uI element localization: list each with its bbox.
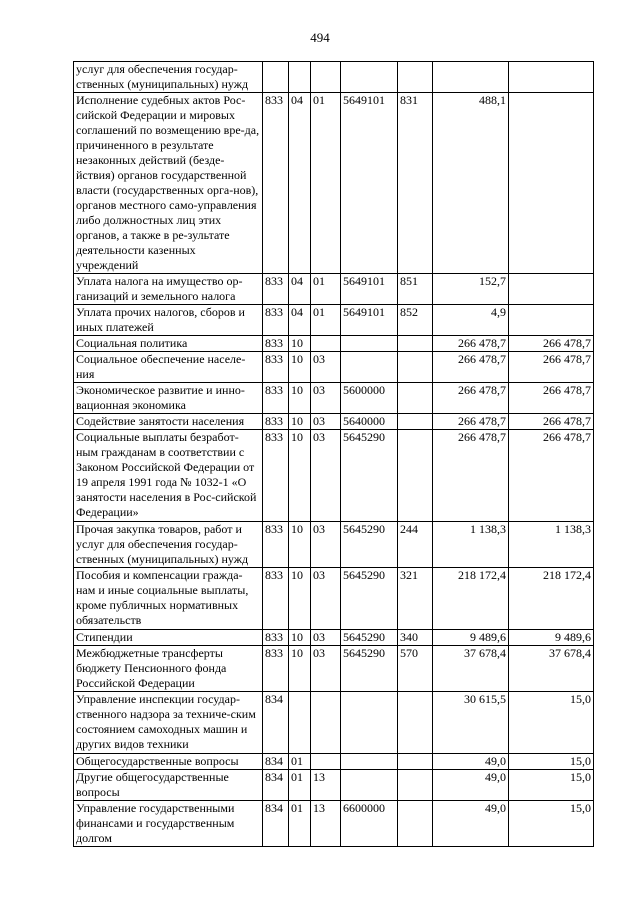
- row-amount-1: 49,0: [433, 801, 509, 847]
- table-row: [74, 568, 594, 630]
- row-expense-type: [398, 692, 433, 754]
- row-subsection-code: 03: [311, 414, 341, 430]
- row-amount-2: 218 172,4: [509, 568, 594, 630]
- row-name: Управление государственными финансами и государственным долгом: [74, 801, 263, 847]
- row-amount-2: [509, 274, 594, 305]
- row-amount-1: 152,7: [433, 274, 509, 305]
- row-expense-type: [398, 414, 433, 430]
- row-name: Социальная политика: [74, 336, 263, 352]
- row-name: Исполнение судебных актов Рос-сийской Федерации и мировых соглашений по возмещению вре-да, причиненного в результате незаконных действий (безде-йствия) органов государственной власти (государственных орга-нов), органов местного само-управления либо должностных лиц этих органов, а также в ре-зультате деятельности казенных учреждений: [74, 93, 263, 274]
- row-section-code: 01: [289, 770, 311, 801]
- row-subsection-code: 13: [311, 770, 341, 801]
- row-name: Содействие занятости населения: [74, 414, 263, 430]
- row-section-code: [289, 692, 311, 754]
- row-target-code: 5645290: [341, 430, 398, 522]
- row-expense-type: [398, 770, 433, 801]
- row-name: Общегосударственные вопросы: [74, 754, 263, 770]
- row-ved-code: 833: [263, 568, 289, 630]
- row-target-code: [341, 754, 398, 770]
- row-name: Управление инспекции государ-ственного надзора за техниче-ским состоянием самоходных машин и других видов техники: [74, 692, 263, 754]
- row-target-code: [341, 692, 398, 754]
- row-ved-code: 833: [263, 646, 289, 692]
- row-name: Социальное обеспечение населе-ния: [74, 352, 263, 383]
- row-ved-code: 834: [263, 770, 289, 801]
- row-ved-code: 833: [263, 430, 289, 522]
- row-expense-type: 851: [398, 274, 433, 305]
- row-name: Уплата налога на имущество ор-ганизаций и земельного налога: [74, 274, 263, 305]
- row-name: услуг для обеспечения государ-ственных (муниципальных) нужд: [74, 62, 263, 93]
- row-subsection-code: 01: [311, 274, 341, 305]
- row-subsection-code: [311, 336, 341, 352]
- table-row: [74, 274, 594, 305]
- row-target-code: 5645290: [341, 630, 398, 646]
- row-target-code: [341, 62, 398, 93]
- row-ved-code: 834: [263, 692, 289, 754]
- row-section-code: 10: [289, 336, 311, 352]
- row-section-code: 10: [289, 646, 311, 692]
- row-name: Другие общегосударственные вопросы: [74, 770, 263, 801]
- row-amount-1: 266 478,7: [433, 430, 509, 522]
- row-name: Межбюджетные трансферты бюджету Пенсионного фонда Российской Федерации: [74, 646, 263, 692]
- row-section-code: 10: [289, 414, 311, 430]
- row-target-code: 5645290: [341, 568, 398, 630]
- budget-table: [73, 61, 594, 847]
- row-subsection-code: 03: [311, 568, 341, 630]
- row-target-code: 5645290: [341, 646, 398, 692]
- row-name: Пособия и компенсации гражда-нам и иные социальные выплаты, кроме публичных нормативных обязательств: [74, 568, 263, 630]
- row-subsection-code: 03: [311, 630, 341, 646]
- row-ved-code: 833: [263, 414, 289, 430]
- row-amount-2: 15,0: [509, 692, 594, 754]
- row-amount-1: 266 478,7: [433, 352, 509, 383]
- row-ved-code: 833: [263, 352, 289, 383]
- row-target-code: 5649101: [341, 305, 398, 336]
- row-amount-2: 266 478,7: [509, 430, 594, 522]
- row-expense-type: 831: [398, 93, 433, 274]
- row-ved-code: 833: [263, 630, 289, 646]
- row-ved-code: 833: [263, 305, 289, 336]
- row-target-code: 5649101: [341, 274, 398, 305]
- row-expense-type: [398, 801, 433, 847]
- row-target-code: 5640000: [341, 414, 398, 430]
- row-amount-2: [509, 62, 594, 93]
- row-amount-1: 30 615,5: [433, 692, 509, 754]
- row-subsection-code: 13: [311, 801, 341, 847]
- row-target-code: [341, 770, 398, 801]
- row-section-code: 10: [289, 522, 311, 568]
- table-row: [74, 646, 594, 692]
- row-ved-code: 834: [263, 801, 289, 847]
- row-amount-2: [509, 305, 594, 336]
- row-subsection-code: 03: [311, 646, 341, 692]
- row-subsection-code: 01: [311, 305, 341, 336]
- row-expense-type: [398, 430, 433, 522]
- row-ved-code: 833: [263, 274, 289, 305]
- table-row: [74, 754, 594, 770]
- row-amount-1: 37 678,4: [433, 646, 509, 692]
- row-name: Экономическое развитие и инно-вационная экономика: [74, 383, 263, 414]
- table-row: [74, 336, 594, 352]
- row-amount-2: 15,0: [509, 754, 594, 770]
- row-section-code: 10: [289, 383, 311, 414]
- row-amount-1: 1 138,3: [433, 522, 509, 568]
- row-subsection-code: [311, 62, 341, 93]
- row-name: Стипендии: [74, 630, 263, 646]
- row-amount-2: 1 138,3: [509, 522, 594, 568]
- row-name: Социальные выплаты безработ-ным гражданам в соответствии с Законом Российской Федерации от 19 апреля 1991 года № 1032-1 «О занятости населения в Рос-сийской Федерации»: [74, 430, 263, 522]
- row-ved-code: 833: [263, 336, 289, 352]
- row-ved-code: 833: [263, 383, 289, 414]
- row-amount-1: 49,0: [433, 754, 509, 770]
- row-amount-2: [509, 93, 594, 274]
- row-target-code: 5600000: [341, 383, 398, 414]
- row-section-code: 01: [289, 801, 311, 847]
- row-amount-2: 37 678,4: [509, 646, 594, 692]
- row-section-code: 10: [289, 568, 311, 630]
- row-amount-1: 488,1: [433, 93, 509, 274]
- row-expense-type: 570: [398, 646, 433, 692]
- row-target-code: [341, 336, 398, 352]
- table-row: [74, 62, 594, 93]
- row-subsection-code: 01: [311, 93, 341, 274]
- table-row: [74, 630, 594, 646]
- row-amount-1: 49,0: [433, 770, 509, 801]
- row-amount-2: 9 489,6: [509, 630, 594, 646]
- row-section-code: [289, 62, 311, 93]
- row-expense-type: [398, 62, 433, 93]
- row-target-code: 5645290: [341, 522, 398, 568]
- row-amount-1: 4,9: [433, 305, 509, 336]
- row-amount-2: 266 478,7: [509, 352, 594, 383]
- table-row: [74, 305, 594, 336]
- row-amount-1: 266 478,7: [433, 414, 509, 430]
- row-section-code: 10: [289, 630, 311, 646]
- row-name: Прочая закупка товаров, работ и услуг для обеспечения государ-ственных (муниципальных) нужд: [74, 522, 263, 568]
- row-ved-code: [263, 62, 289, 93]
- row-ved-code: 833: [263, 522, 289, 568]
- row-subsection-code: [311, 754, 341, 770]
- row-subsection-code: 03: [311, 522, 341, 568]
- row-amount-1: [433, 62, 509, 93]
- row-subsection-code: 03: [311, 430, 341, 522]
- row-ved-code: 834: [263, 754, 289, 770]
- row-subsection-code: [311, 692, 341, 754]
- row-expense-type: [398, 754, 433, 770]
- row-section-code: 04: [289, 93, 311, 274]
- row-amount-2: 266 478,7: [509, 414, 594, 430]
- row-amount-1: 218 172,4: [433, 568, 509, 630]
- row-subsection-code: 03: [311, 383, 341, 414]
- row-amount-2: 266 478,7: [509, 336, 594, 352]
- table-row: [74, 383, 594, 414]
- row-section-code: 04: [289, 305, 311, 336]
- page-number: 494: [310, 30, 330, 45]
- row-target-code: 5649101: [341, 93, 398, 274]
- row-expense-type: [398, 352, 433, 383]
- table-row: [74, 692, 594, 754]
- row-expense-type: 852: [398, 305, 433, 336]
- row-ved-code: 833: [263, 93, 289, 274]
- table-row: [74, 770, 594, 801]
- row-expense-type: [398, 383, 433, 414]
- row-amount-1: 266 478,7: [433, 383, 509, 414]
- row-section-code: 10: [289, 352, 311, 383]
- row-expense-type: 340: [398, 630, 433, 646]
- row-amount-2: 266 478,7: [509, 383, 594, 414]
- row-section-code: 10: [289, 430, 311, 522]
- table-row: [74, 93, 594, 274]
- table-row: [74, 801, 594, 847]
- table-row: [74, 352, 594, 383]
- row-amount-2: 15,0: [509, 770, 594, 801]
- row-expense-type: 244: [398, 522, 433, 568]
- row-section-code: 01: [289, 754, 311, 770]
- row-target-code: 6600000: [341, 801, 398, 847]
- row-amount-2: 15,0: [509, 801, 594, 847]
- row-expense-type: 321: [398, 568, 433, 630]
- row-target-code: [341, 352, 398, 383]
- row-expense-type: [398, 336, 433, 352]
- row-subsection-code: 03: [311, 352, 341, 383]
- table-row: [74, 522, 594, 568]
- row-amount-1: 266 478,7: [433, 336, 509, 352]
- table-row: [74, 414, 594, 430]
- table-row: [74, 430, 594, 522]
- row-name: Уплата прочих налогов, сборов и иных платежей: [74, 305, 263, 336]
- row-section-code: 04: [289, 274, 311, 305]
- row-amount-1: 9 489,6: [433, 630, 509, 646]
